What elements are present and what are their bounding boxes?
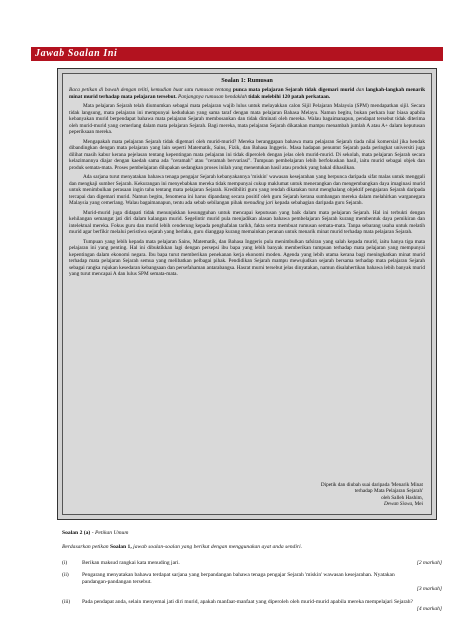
question-item [62, 572, 442, 592]
question-section-title: Soalan 2 (a) - Petikan Umum [62, 530, 129, 536]
passage-paragraph: Murid-murid juga didapati tidak menunjukkan kesungguhan untuk mencapai keputusan yang baik dalam mata pelajaran Sejarah. Hal ini terbukti dengan kehilangan semangat jati diri dalam kalangan murid. Segelintir murid pula menjadikan alasan bahawa pembelajaran Sejarah kurang membentuk daya pemikiran dan intelektual mereka. Fokus guru dan murid lebih cenderung kepada penghafalan tarikh, fakta serta membuat rumusan semata-mata. Tanpa sebarang usaha untuk melatih murid agar berfikir melalui peristiwa sejarah yang berlaku, guru dianggap kurang memainkan peranan untuk menarik minat murid terhadap mata pelajaran Sejarah. [69, 209, 425, 236]
section-banner [31, 47, 443, 61]
passage-frame [57, 68, 437, 520]
passage-title: Soalan 1: Rumusan [221, 77, 273, 84]
question-item [62, 560, 442, 567]
passage-paragraph: Mengapakah mata pelajaran Sejarah tidak digemari oleh murid-murid? Mereka beranggapan bahawa mata pelajaran Sejarah tiada nilai komersial jika hendak dibandingkan dengan mata pelajaran yang lain seperti Matematik, Sains, Fizik, dan Bahasa Inggeris. Masa hadapan penuntut Sejarah pada peringkat universiti juga dilihat masih kabur kerana pejelasan tentang kepentingan mata pelajaran ini tidak diperoleh dengan jelas oleh murid-murid. Di sekolah, mata pelajaran Sejarah secara kelazimannya diajar dengan kaedah sama ada "ceramah" atau "ceramah bervariasi". Tumpuan pembelajaran lebih berfokuskan hasil, iaitu murid sebagai objek dan produk semata-mata. Proses pembelajaran dilupakan sedangkan proses inilah yang menentukan hasil atau produk yang bakal dihasilkan. [69, 138, 425, 171]
question-number: (iii) [62, 599, 71, 605]
question-text: Pada pendapat anda, selain menyemai jati diri murid, apakah manfaat-manfaat yang diperoleh oleh murid-murid apabila mereka mempelajari Sejarah? [82, 599, 413, 605]
question-number: (i) [62, 560, 68, 566]
question-marks: [4 markah] [416, 605, 442, 612]
question-text: Pengarang menyatakan bahawa terdapat sarjana yang berpandangan bahawa tenaga pengajar Sejarah 'miskin' wawasan kesejarahan. Nyatakan pandangan-pandangan tersebut. [82, 572, 395, 585]
passage-paragraph: Tumpuan yang lebih kepada mata pelajaran Sains, Matematik, dan Bahasa Inggeris pula menimbulkan tafsiran yang salah kepada murid, iaitu hanya tiga mata pelajaran ini yang penting. Hal ini dibuktikkan lagi dengan persepsi ibu bapa yang lebih banyak memberikan tumpuan terhadap mata pelajaran yang mempunyai kepentingan dalam ekonomi negara. Ibu bapa turut memberikan penekanan kerja ekonomi moden. Agenda yang lebih utama kerana bagi meningkatkan minat murid terhadap mata pelajaran Sejarah semua yang melibatkan pelbagai pihak. Pendidikan Sejarah mampu mewujudkan sejarah bersama terhadap mata pelajaran Sejarah sebagai rangka rujukan kesedaran kebangsaan dan persefahaman antarabangsa. Hasrat murni tersebut jelas dinyatakan, namun disalahertikan bahawa lebih banyak murid yang turut mencapai A dan lulus SPM semata-mata. [69, 238, 425, 278]
question-number: (ii) [62, 572, 69, 578]
passage-paragraph: Ada sarjana turut menyatakan bahawa tenaga pengajar Sejarah kebanyakannya 'miskin' wawasan kesejarahan yang berpunca daripada sifat malas untuk menggali dan mengkaji sumber Sejarah. Kekurangan ini menyebabkan mereka tidak mempunyai cukup maklumat untuk menerangkan dan mengembangkan daya imaginasi murid untuk menimbulkan perasaan ingin tahu tentang mata pelajaran Sejarah. Kredibiliti guru yang rendah dikatakan turut menghalang objektif pengajaran Sejarah daripada tercapai dan digemari murid. Namun begitu, fenomena ini harus dipandang secara positif oleh guru Sejarah kerana sumbangan mereka dalam melahirkan warganegara Malaysia yang cemerlang. Walau bagaimanapun, tentu ada sebab sebilangan pihak menuding jari kepada sebahagian daripada guru Sejarah. [69, 174, 425, 207]
question-marks: [2 markah] [416, 560, 442, 566]
question-marks: [3 markah] [416, 585, 442, 592]
passage-box [62, 73, 432, 515]
passage-paragraph: Mata pelajaran Sejarah telah diumumkan sebagai mata pelajaran wajib lulus untuk melayakkan calon Sijil Pelajaran Malaysia (SPM) mendapatkan sijil. Secara tidak langsung, mata pelajaran ini mempunyai kedudukan yang sama taraf dengan mata pelajaran Bahasa Melayu. Namun begitu, bukan perkara luar biasa apabila kebanyakan murid berpendapat bahawa mata pelajaran Sejarah membosankan dan tidak diminati oleh mereka. Walau bagaimanapun, pendapat tersebut tidak diterima oleh murid-murid yang cemerlang dalam mata pelajaran Sejarah. Bagi mereka, mata pelajaran Sejarah dikatakan mampu menambah jumlah A atau A+ dalam keputusan peperiksaan mereka. [69, 102, 425, 136]
question-text: Berikan maksud rangkai kata menuding jari. [82, 560, 180, 566]
question-item [62, 599, 442, 612]
passage-source: Dipetik dan diubah suai daripada 'Menarik Minat terhadap Mata Pelajaran Sejarah' oleh Salleh Hashim, Dewan Siswa, Mei [320, 481, 423, 508]
question-section-instruction: Berdasarkan petikan Soalan 1, jawab soalan-soalan yang berikut dengan menggunakan ayat anda sendiri. [62, 544, 303, 550]
banner-title: Jawab Soalan Ini [35, 48, 118, 59]
passage-instruction: Baca petikan di bawah dengan teliti, kemudian buat satu rumusan tentang punca mata pelajaran Sejarah tidak digemari murid dan langkah-langkah menarik minat murid terhadap mata pelajaran tersebut. Panjangnya rumusan hendaklah tidak melebihi 120 patah perkataan. [69, 87, 426, 100]
